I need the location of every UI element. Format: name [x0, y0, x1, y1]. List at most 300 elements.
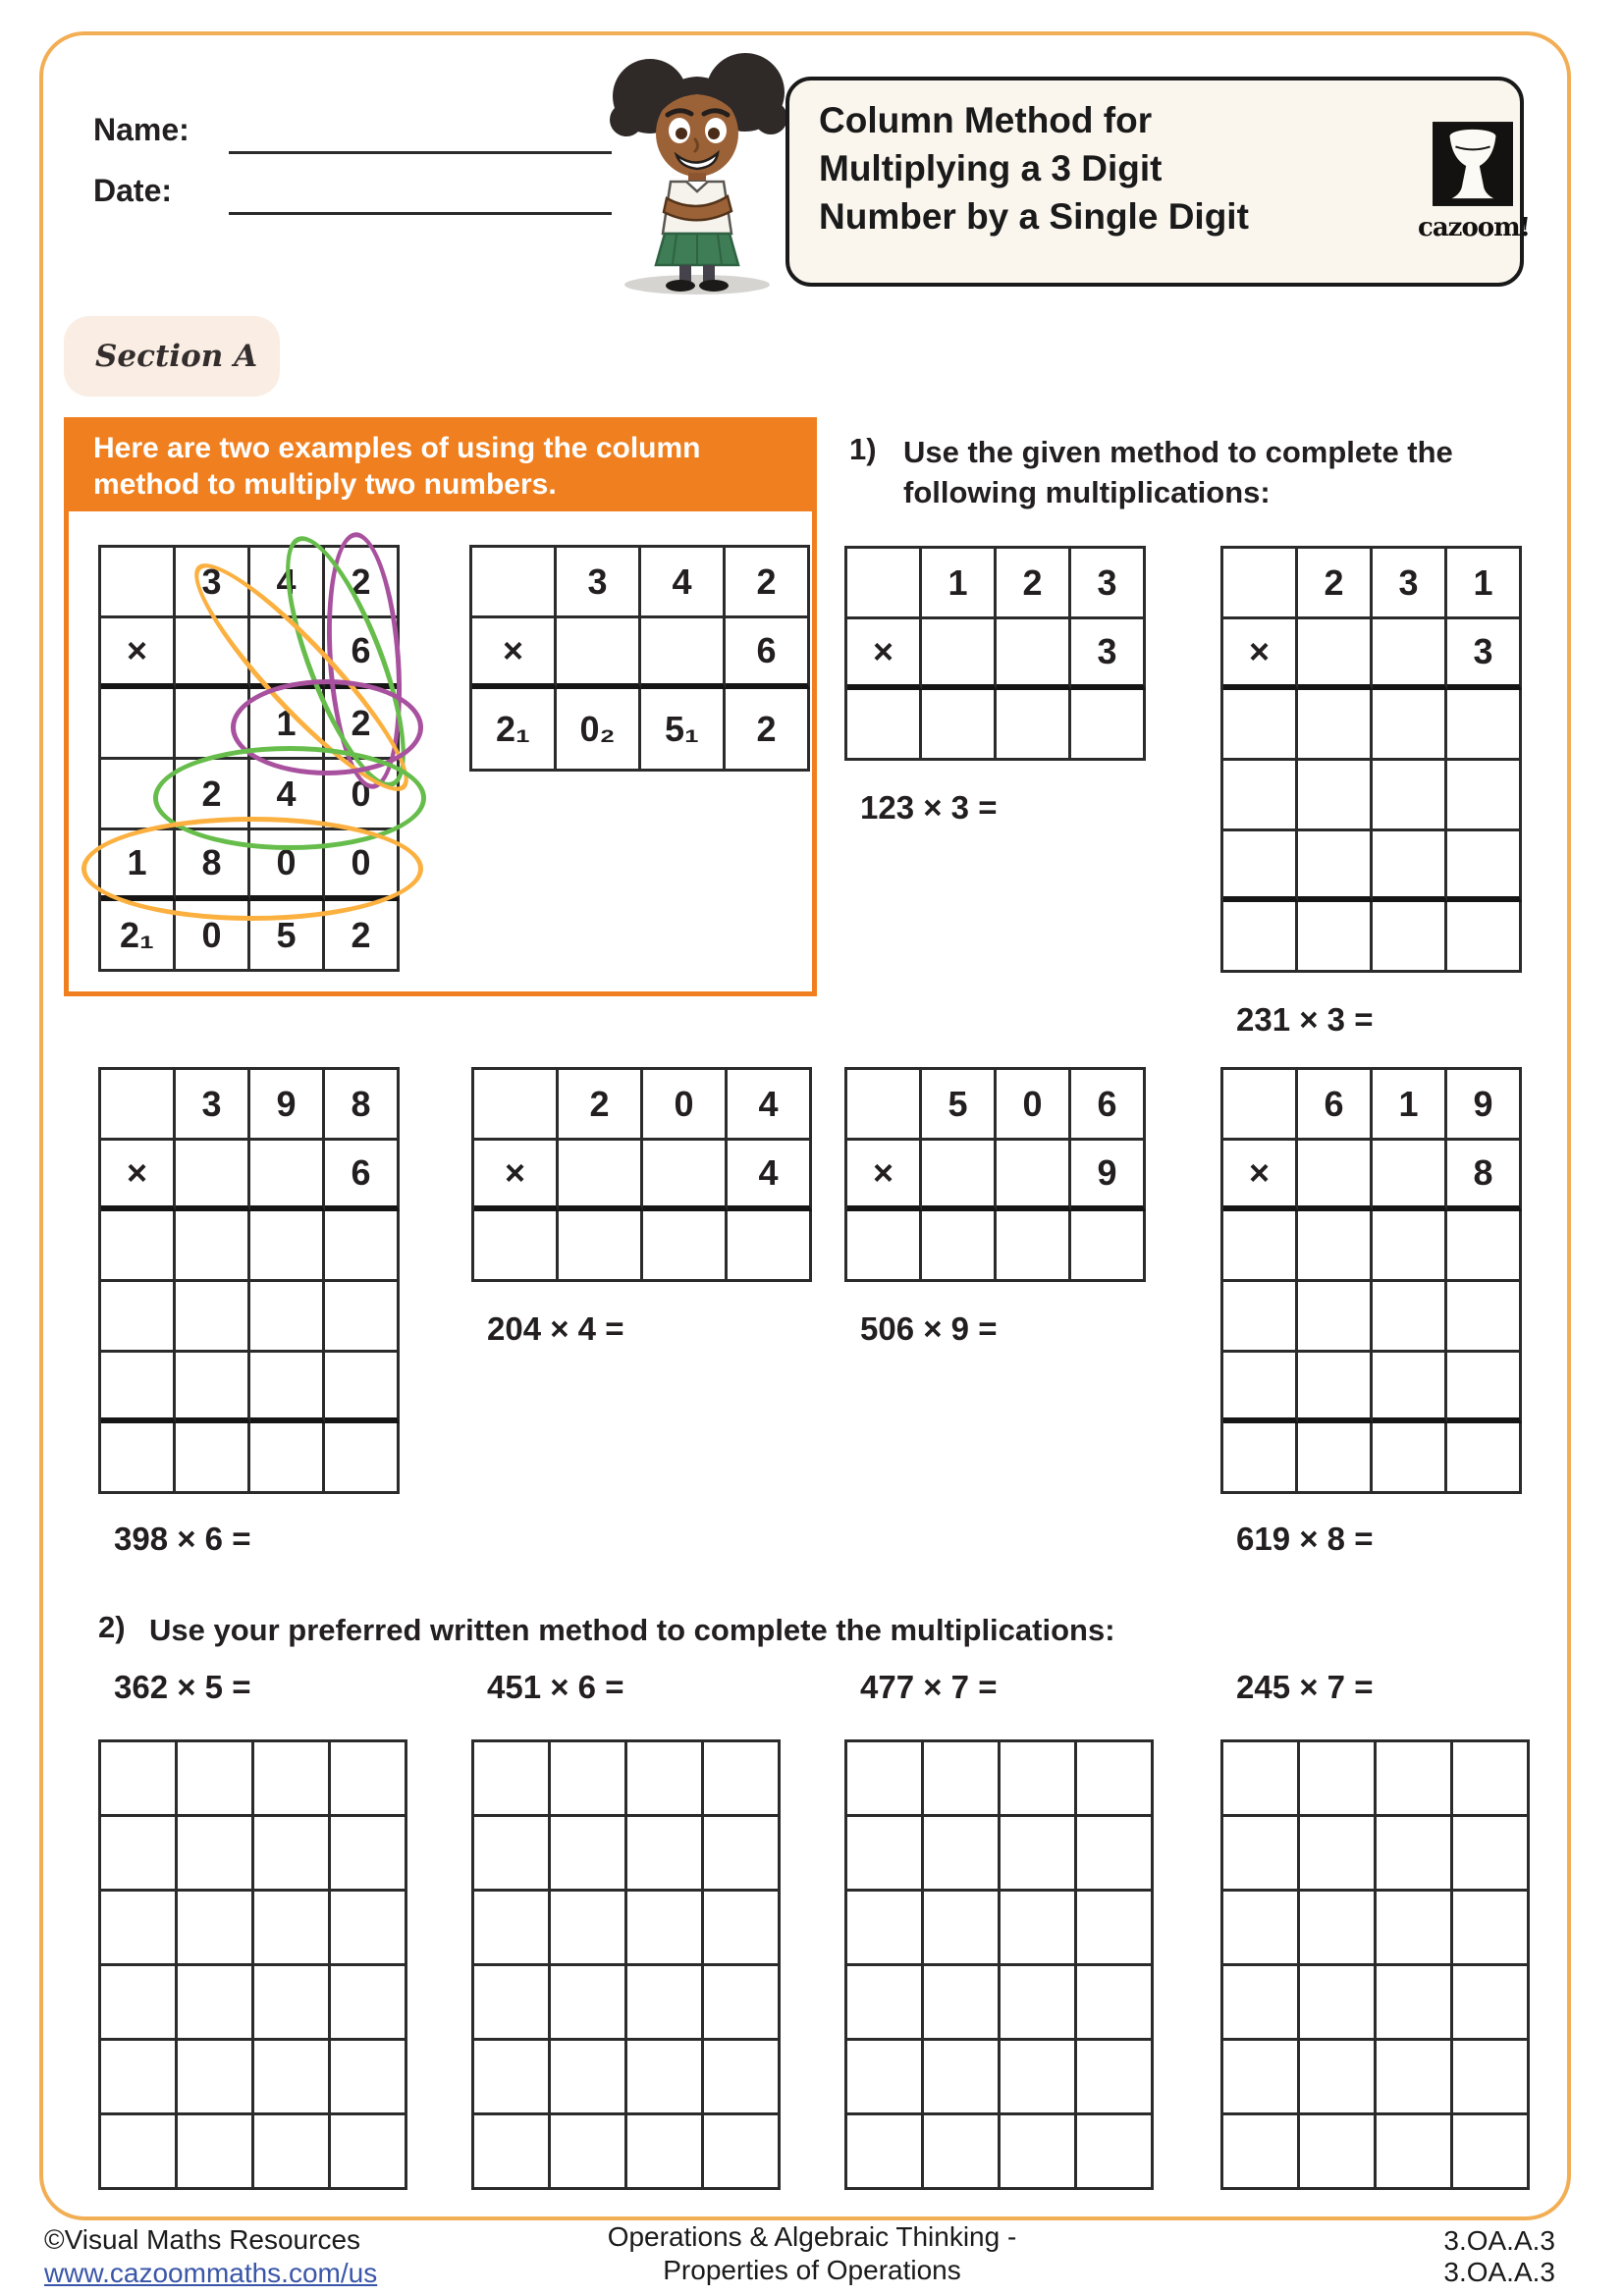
grid-cell	[1300, 1892, 1377, 1966]
grid-cell	[1298, 619, 1373, 690]
problem-506x9-label: 506 × 9 =	[860, 1310, 998, 1347]
grid-cell: ×	[847, 1141, 922, 1211]
question-1-text-line: following multiplications:	[903, 475, 1271, 509]
grid-cell	[1223, 1211, 1298, 1282]
grid-cell	[704, 1742, 781, 1817]
multiplication-grid	[98, 545, 400, 972]
grid-cell	[1373, 1423, 1447, 1494]
grid-cell	[704, 1892, 781, 1966]
grid-cell	[331, 1742, 407, 1817]
problem-231x3-grid	[1220, 546, 1522, 978]
grid-cell	[1453, 1892, 1530, 1966]
grid-cell: 2	[176, 760, 250, 830]
standard-code: 3.OA.A.3	[1443, 2257, 1555, 2287]
grid-cell	[1223, 1892, 1300, 1966]
grid-cell	[1071, 690, 1146, 761]
grid-cell	[101, 2115, 178, 2190]
grid-cell	[1447, 831, 1522, 902]
grid-cell	[557, 618, 641, 689]
grid-cell	[1077, 1892, 1154, 1966]
grid-cell: 4	[728, 1070, 812, 1141]
grid-cell	[474, 1070, 559, 1141]
grid-cell	[1298, 1211, 1373, 1282]
grid-cell	[997, 619, 1071, 690]
multiplication-grid	[1220, 1067, 1522, 1494]
grid-cell	[1223, 1282, 1298, 1353]
question-1-text-line: Use the given method to complete the	[903, 435, 1453, 469]
grid-cell	[176, 618, 250, 689]
multiplication-grid	[844, 1067, 1146, 1282]
grid-cell	[704, 2041, 781, 2115]
grid-cell	[627, 1742, 704, 1817]
problem-245x7-label: 245 × 7 =	[1236, 1669, 1374, 1705]
grid-cell	[641, 618, 726, 689]
working-grid	[98, 1739, 407, 2190]
grid-cell: 3	[1071, 619, 1146, 690]
grid-cell: 5	[922, 1070, 997, 1141]
grid-cell	[704, 1966, 781, 2041]
worksheet-title-box	[785, 77, 1524, 287]
example-heading-line: method to multiply two numbers.	[93, 468, 557, 501]
grid-cell: ×	[1223, 619, 1298, 690]
multiplication-grid	[471, 1067, 812, 1282]
grid-cell	[1298, 831, 1373, 902]
grid-cell	[176, 1423, 250, 1494]
grid-cell	[627, 1966, 704, 2041]
grid-cell: 8	[1447, 1141, 1522, 1211]
grid-cell	[1373, 690, 1447, 761]
grid-cell	[627, 2041, 704, 2115]
grid-cell: 4	[641, 548, 726, 618]
grid-cell: 6	[1298, 1070, 1373, 1141]
grid-cell	[1377, 1742, 1453, 1817]
grid-cell	[176, 689, 250, 760]
grid-cell	[472, 548, 557, 618]
grid-cell	[627, 1892, 704, 1966]
grid-cell	[1373, 831, 1447, 902]
grid-cell	[1453, 2041, 1530, 2115]
grid-cell	[1223, 1966, 1300, 2041]
grid-cell	[474, 1817, 551, 1892]
grid-cell: 4	[250, 548, 325, 618]
multiplication-grid	[1220, 546, 1522, 973]
grid-cell	[1447, 1423, 1522, 1494]
grid-cell	[474, 1966, 551, 2041]
grid-cell	[1373, 1211, 1447, 1282]
grid-cell	[1373, 761, 1447, 831]
grid-cell	[178, 2115, 254, 2190]
grid-cell	[254, 1742, 331, 1817]
date-blank-line	[229, 212, 612, 215]
grid-cell	[1298, 1423, 1373, 1494]
grid-cell: 3	[176, 548, 250, 618]
problem-451x6-grid	[471, 1739, 781, 2195]
cazoom-logo-text: cazoom!	[1418, 213, 1531, 242]
grid-cell: 1	[250, 689, 325, 760]
grid-cell	[176, 1211, 250, 1282]
problem-231x3-label: 231 × 3 =	[1236, 1001, 1374, 1038]
grid-cell	[250, 618, 325, 689]
grid-cell: 2	[997, 549, 1071, 619]
grid-cell	[643, 1141, 728, 1211]
grid-cell	[1300, 1966, 1377, 2041]
grid-cell	[101, 1070, 176, 1141]
grid-cell	[1453, 2115, 1530, 2190]
grid-cell	[178, 1966, 254, 2041]
grid-cell	[551, 1966, 627, 2041]
grid-cell	[331, 1817, 407, 1892]
grid-cell	[474, 2041, 551, 2115]
grid-cell	[1298, 1141, 1373, 1211]
curriculum-strand-text: Properties of Operations	[663, 2255, 961, 2285]
grid-cell	[1298, 1353, 1373, 1423]
grid-cell	[325, 1211, 400, 1282]
grid-cell: ×	[847, 619, 922, 690]
grid-cell	[559, 1211, 643, 1282]
grid-cell	[1377, 1892, 1453, 1966]
grid-cell	[924, 1966, 1001, 2041]
working-grid	[471, 1739, 781, 2190]
grid-cell: 1	[922, 549, 997, 619]
grid-cell	[847, 1211, 922, 1282]
grid-cell: 4	[728, 1141, 812, 1211]
grid-cell: 2	[1298, 549, 1373, 619]
grid-cell	[250, 1282, 325, 1353]
grid-cell	[101, 1423, 176, 1494]
grid-cell: 9	[1447, 1070, 1522, 1141]
grid-cell	[1377, 1817, 1453, 1892]
grid-cell	[254, 2115, 331, 2190]
example-compact-method-grid	[469, 545, 810, 772]
grid-cell: 3	[176, 1070, 250, 1141]
grid-cell	[847, 1966, 924, 2041]
grid-cell	[1223, 1817, 1300, 1892]
grid-cell: 8	[325, 1070, 400, 1141]
grid-cell: 2	[325, 689, 400, 760]
grid-cell	[847, 2041, 924, 2115]
grid-cell	[1447, 1282, 1522, 1353]
multiplication-grid	[844, 546, 1146, 761]
grid-cell	[1298, 1282, 1373, 1353]
problem-398x6-label: 398 × 6 =	[114, 1521, 251, 1557]
grid-cell: 0	[250, 830, 325, 901]
worksheet-title-line: Column Method for	[819, 100, 1153, 140]
grid-cell	[1223, 902, 1298, 973]
section-a-label: Section A	[95, 339, 258, 374]
curriculum-strand-text: Operations & Algebraic Thinking -	[607, 2221, 1017, 2252]
grid-cell: 0	[325, 830, 400, 901]
example-panel-header	[64, 417, 817, 511]
grid-cell	[176, 1353, 250, 1423]
grid-cell: 0	[176, 901, 250, 972]
grid-cell	[922, 1211, 997, 1282]
grid-cell	[474, 1892, 551, 1966]
grid-cell	[1223, 1423, 1298, 1494]
grid-cell: 3	[1071, 549, 1146, 619]
grid-cell	[997, 1211, 1071, 1282]
grid-cell	[997, 1141, 1071, 1211]
grid-cell	[847, 1742, 924, 1817]
grid-cell	[1077, 2115, 1154, 2190]
problem-619x8-grid	[1220, 1067, 1522, 1499]
grid-cell	[254, 1817, 331, 1892]
question-1-number: 1)	[849, 432, 877, 466]
grid-cell	[331, 1892, 407, 1966]
grid-cell	[1300, 1817, 1377, 1892]
grid-cell	[847, 690, 922, 761]
question-2-number: 2)	[98, 1610, 126, 1644]
problem-451x6-label: 451 × 6 =	[487, 1669, 624, 1705]
grid-cell	[1300, 2041, 1377, 2115]
grid-cell: 0₂	[557, 689, 641, 772]
grid-cell	[1077, 1817, 1154, 1892]
problem-506x9-grid	[844, 1067, 1146, 1287]
grid-cell	[922, 619, 997, 690]
grid-cell	[101, 1353, 176, 1423]
grid-cell	[847, 2115, 924, 2190]
grid-cell	[331, 2041, 407, 2115]
name-blank-line	[229, 151, 612, 154]
grid-cell	[551, 1817, 627, 1892]
grid-cell	[1223, 761, 1298, 831]
grid-cell	[1223, 831, 1298, 902]
grid-cell	[101, 760, 176, 830]
grid-cell: 3	[557, 548, 641, 618]
grid-cell: ×	[474, 1141, 559, 1211]
worksheet-title-line: Multiplying a 3 Digit	[819, 148, 1163, 188]
grid-cell: 5	[250, 901, 325, 972]
grid-cell	[922, 1141, 997, 1211]
grid-cell: 6	[1071, 1070, 1146, 1141]
grid-cell: 2	[726, 548, 810, 618]
grid-cell: 6	[325, 618, 400, 689]
grid-cell	[1373, 1353, 1447, 1423]
grid-cell: 8	[176, 830, 250, 901]
grid-cell: 2	[559, 1070, 643, 1141]
standard-code: 3.OA.A.3	[1443, 2225, 1555, 2256]
grid-cell	[1223, 690, 1298, 761]
grid-cell	[1001, 1742, 1077, 1817]
grid-cell	[101, 1742, 178, 1817]
grid-cell: 2	[726, 689, 810, 772]
grid-cell	[627, 1817, 704, 1892]
grid-cell	[254, 1966, 331, 2041]
grid-cell: 0	[325, 760, 400, 830]
grid-cell	[325, 1423, 400, 1494]
grid-cell	[1373, 1141, 1447, 1211]
grid-cell	[101, 1966, 178, 2041]
grid-cell	[1298, 761, 1373, 831]
grid-cell	[728, 1211, 812, 1282]
grid-cell	[101, 689, 176, 760]
grid-cell	[325, 1353, 400, 1423]
grid-cell: 9	[250, 1070, 325, 1141]
grid-cell: 6	[726, 618, 810, 689]
grid-cell	[924, 2115, 1001, 2190]
grid-cell	[101, 1282, 176, 1353]
problem-204x4-label: 204 × 4 =	[487, 1310, 624, 1347]
grid-cell	[627, 2115, 704, 2190]
problem-477x7-grid	[844, 1739, 1154, 2195]
grid-cell: 1	[101, 830, 176, 901]
grid-cell	[1447, 761, 1522, 831]
grid-cell: 2	[325, 548, 400, 618]
worksheet-title-line: Number by a Single Digit	[819, 196, 1249, 237]
grid-cell: 2₁	[101, 901, 176, 972]
grid-cell	[254, 2041, 331, 2115]
section-a-badge	[64, 316, 280, 397]
grid-cell	[474, 2115, 551, 2190]
grid-cell	[254, 1892, 331, 1966]
grid-cell	[101, 2041, 178, 2115]
grid-cell	[1447, 1353, 1522, 1423]
grid-cell: 2₁	[472, 689, 557, 772]
grid-cell: ×	[101, 618, 176, 689]
grid-cell	[704, 1817, 781, 1892]
grid-cell: ×	[472, 618, 557, 689]
grid-cell	[1001, 1817, 1077, 1892]
grid-cell	[1298, 690, 1373, 761]
grid-cell: 9	[1071, 1141, 1146, 1211]
grid-cell	[924, 2041, 1001, 2115]
problem-123x3-grid	[844, 546, 1146, 766]
grid-cell	[1077, 1966, 1154, 2041]
grid-cell: 1	[1447, 549, 1522, 619]
grid-cell	[559, 1141, 643, 1211]
grid-cell: 1	[1373, 1070, 1447, 1141]
grid-cell	[250, 1423, 325, 1494]
grid-cell	[101, 1892, 178, 1966]
working-grid	[1220, 1739, 1530, 2190]
grid-cell	[1223, 1353, 1298, 1423]
grid-cell	[1377, 2041, 1453, 2115]
grid-cell	[847, 1892, 924, 1966]
grid-cell: 6	[325, 1141, 400, 1211]
problem-362x5-label: 362 × 5 =	[114, 1669, 251, 1705]
website-link[interactable]: www.cazoommaths.com/us	[44, 2258, 378, 2288]
grid-cell	[178, 1817, 254, 1892]
grid-cell	[1223, 2041, 1300, 2115]
grid-cell	[1377, 2115, 1453, 2190]
drum-icon	[1433, 122, 1513, 206]
grid-cell	[331, 2115, 407, 2190]
grid-cell	[250, 1141, 325, 1211]
grid-cell	[1377, 1966, 1453, 2041]
grid-cell	[1447, 1211, 1522, 1282]
problem-245x7-grid	[1220, 1739, 1530, 2195]
grid-cell	[1453, 1966, 1530, 2041]
multiplication-grid	[98, 1067, 400, 1494]
grid-cell: 0	[997, 1070, 1071, 1141]
grid-cell	[997, 690, 1071, 761]
grid-cell	[1001, 1892, 1077, 1966]
grid-cell	[101, 1211, 176, 1282]
grid-cell	[474, 1742, 551, 1817]
grid-cell	[1447, 902, 1522, 973]
problem-398x6-grid	[98, 1067, 400, 1499]
grid-cell	[176, 1141, 250, 1211]
grid-cell	[325, 1282, 400, 1353]
grid-cell	[924, 1892, 1001, 1966]
example-heading-line: Here are two examples of using the column	[93, 432, 701, 464]
grid-cell	[1453, 1817, 1530, 1892]
grid-cell	[178, 1742, 254, 1817]
grid-cell	[1001, 2041, 1077, 2115]
grid-cell	[176, 1282, 250, 1353]
grid-cell	[704, 2115, 781, 2190]
grid-cell	[101, 548, 176, 618]
grid-cell	[1223, 1742, 1300, 1817]
grid-cell	[1300, 2115, 1377, 2190]
question-1-text	[903, 432, 1453, 512]
grid-cell: 2	[325, 901, 400, 972]
problem-362x5-grid	[98, 1739, 407, 2195]
copyright-text: ©Visual Maths Resources	[44, 2224, 361, 2255]
grid-cell	[924, 1817, 1001, 1892]
grid-cell	[1447, 690, 1522, 761]
working-grid	[844, 1739, 1154, 2190]
grid-cell	[847, 1070, 922, 1141]
grid-cell: 3	[1447, 619, 1522, 690]
grid-cell: 0	[643, 1070, 728, 1141]
grid-cell	[1077, 2041, 1154, 2115]
grid-cell: ×	[1223, 1141, 1298, 1211]
grid-cell	[551, 1742, 627, 1817]
grid-cell	[1223, 2115, 1300, 2190]
grid-cell	[1001, 1966, 1077, 2041]
grid-cell	[1223, 549, 1298, 619]
grid-cell	[1001, 2115, 1077, 2190]
grid-cell: 3	[1373, 549, 1447, 619]
grid-cell	[847, 1817, 924, 1892]
date-label: Date:	[93, 173, 173, 208]
grid-cell	[643, 1211, 728, 1282]
grid-cell: 4	[250, 760, 325, 830]
grid-cell	[1300, 1742, 1377, 1817]
grid-cell	[1223, 1070, 1298, 1141]
grid-cell	[924, 1742, 1001, 1817]
grid-cell	[178, 1892, 254, 1966]
problem-123x3-label: 123 × 3 =	[860, 789, 998, 826]
grid-cell: ×	[101, 1141, 176, 1211]
grid-cell	[474, 1211, 559, 1282]
problem-204x4-grid	[471, 1067, 812, 1287]
example-expanded-method-grid	[98, 545, 400, 972]
grid-cell	[551, 1892, 627, 1966]
grid-cell	[1453, 1742, 1530, 1817]
grid-cell	[551, 2115, 627, 2190]
grid-cell	[1373, 619, 1447, 690]
grid-cell	[551, 2041, 627, 2115]
question-2-text: Use your preferred written method to complete the multiplications:	[149, 1613, 1115, 1647]
cazoom-logo	[1418, 122, 1531, 242]
grid-cell	[331, 1966, 407, 2041]
grid-cell	[847, 549, 922, 619]
multiplication-grid	[469, 545, 810, 772]
name-label: Name:	[93, 112, 189, 147]
problem-477x7-label: 477 × 7 =	[860, 1669, 998, 1705]
grid-cell	[922, 690, 997, 761]
grid-cell: 5₁	[641, 689, 726, 772]
problem-619x8-label: 619 × 8 =	[1236, 1521, 1374, 1557]
grid-cell	[1071, 1211, 1146, 1282]
grid-cell	[250, 1211, 325, 1282]
grid-cell	[1373, 902, 1447, 973]
grid-cell	[1373, 1282, 1447, 1353]
grid-cell	[1298, 902, 1373, 973]
grid-cell	[178, 2041, 254, 2115]
grid-cell	[250, 1353, 325, 1423]
